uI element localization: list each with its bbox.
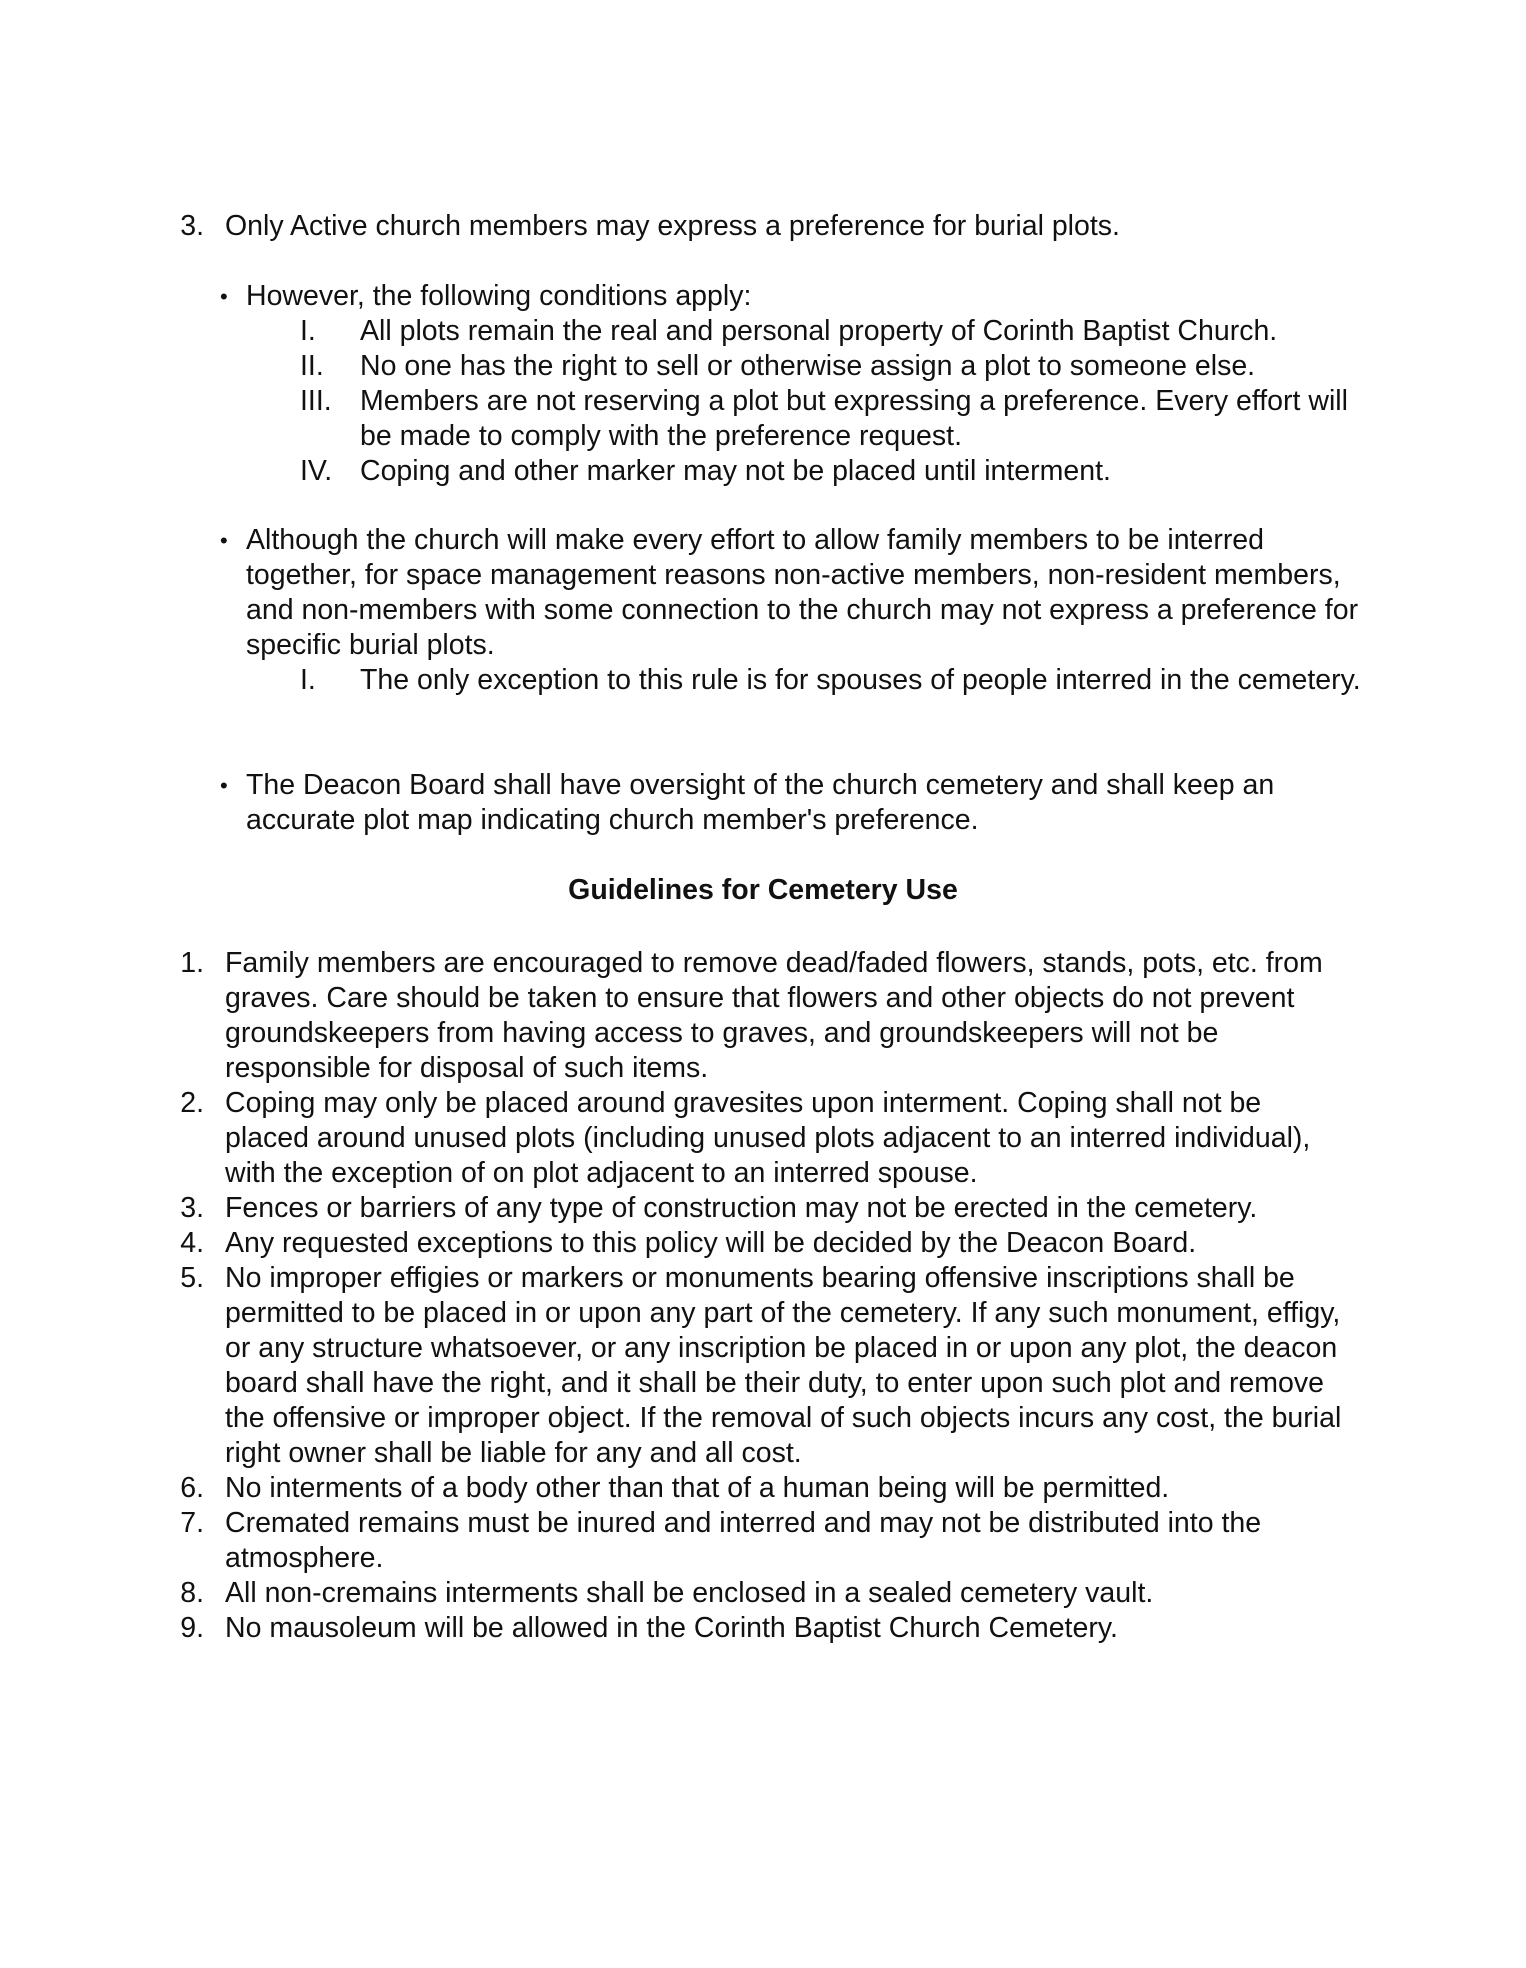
item-text: Family members are encouraged to remove dead/faded flowers, stands, pots, etc. from graves. Care should be taken to ensure that flowers and other objects do not prevent groundskeepers from having access to graves, and groundskeepers will not be responsible for disposal of such items.: [225, 947, 1323, 1084]
roman-numeral: IV.: [300, 455, 333, 487]
item-number: 7.: [180, 1507, 204, 1539]
bullet-marker: •: [220, 284, 228, 309]
item-text: Any requested exceptions to this policy will be decided by the Deacon Board.: [225, 1227, 1197, 1259]
guideline-item: [0, 1086, 1350, 1191]
exception-item: [0, 663, 1370, 698]
roman-numeral: II.: [300, 350, 324, 382]
guidelines-list: [0, 946, 1526, 1646]
guideline-item: [0, 1611, 1350, 1646]
item-number: 4.: [180, 1227, 204, 1259]
condition-item: [0, 314, 1370, 349]
guideline-item: [0, 1261, 1350, 1471]
item-text: All non-cremains interments shall be enclosed in a sealed cemetery vault.: [225, 1577, 1154, 1609]
condition-item: [0, 454, 1370, 489]
item-number: 3.: [180, 1192, 204, 1224]
condition-item: [0, 384, 1370, 454]
guideline-item: [0, 946, 1350, 1086]
condition-text: No one has the right to sell or otherwise assign a plot to someone else.: [360, 350, 1256, 382]
condition-text: Coping and other marker may not be placed until interment.: [360, 455, 1111, 487]
roman-numeral: I.: [300, 664, 316, 696]
bullet-marker: •: [220, 528, 228, 553]
condition-text: Members are not reserving a plot but expressing a preference. Every effort will be made to comply with the preference request.: [360, 385, 1348, 452]
exception-text: The only exception to this rule is for spouses of people interred in the cemetery.: [360, 664, 1361, 696]
item-number: 2.: [180, 1087, 204, 1119]
roman-numeral: III.: [300, 385, 332, 417]
guideline-item: [0, 1226, 1350, 1261]
item-text: Coping may only be placed around gravesites upon interment. Coping shall not be placed around unused plots (including unused plots adjacent to an interred individual), with the exception of on plot adjacent to an interred spouse.: [225, 1087, 1311, 1189]
item-number: 8.: [180, 1577, 204, 1609]
roman-numeral: I.: [300, 315, 316, 347]
item-text: Cremated remains must be inured and interred and may not be distributed into the atmosphere.: [225, 1507, 1262, 1574]
item-text: No improper effigies or markers or monuments bearing offensive inscriptions shall be permitted to be placed in or upon any part of the cemetery. If any such monument, effigy, or any structure whatsoever, or any inscription be placed in or upon any plot, the deacon board shall have the right, and it shall be their duty, to enter upon such plot and remove the offensive or improper object. If the removal of such objects incurs any cost, the burial right owner shall be liable for any and all cost.: [225, 1262, 1342, 1469]
item-number: 1.: [180, 947, 204, 979]
bullet-text: However, the following conditions apply:: [246, 280, 752, 312]
guidelines-heading: Guidelines for Cemetery Use: [568, 874, 958, 906]
guideline-item: [0, 1471, 1350, 1506]
item-text: Only Active church members may express a preference for burial plots.: [225, 210, 1120, 242]
condition-item: [0, 349, 1370, 384]
policy-bullet-family: [0, 523, 1526, 698]
policy-item-3: [0, 209, 1526, 244]
item-number: 5.: [180, 1262, 204, 1294]
item-text: No interments of a body other than that of a human being will be permitted.: [225, 1472, 1170, 1504]
guideline-item: [0, 1576, 1350, 1611]
bullet-text: The Deacon Board shall have oversight of the church cemetery and shall keep an accurate plot map indicating church member's preference.: [246, 769, 1275, 836]
condition-text: All plots remain the real and personal property of Corinth Baptist Church.: [360, 315, 1278, 347]
guideline-item: [0, 1191, 1350, 1226]
item-number: 3.: [180, 210, 204, 242]
policy-bullet-deacon-board: [0, 768, 1526, 838]
policy-bullet-conditions: [0, 279, 1526, 489]
bullet-text: Although the church will make every effort to allow family members to be interred together, for space management reasons non-active members, non-resident members, and non-members with some connection to the church may not express a preference for specific burial plots.: [246, 524, 1359, 661]
item-number: 9.: [180, 1612, 204, 1644]
bullet-marker: •: [220, 773, 228, 798]
item-number: 6.: [180, 1472, 204, 1504]
item-text: Fences or barriers of any type of construction may not be erected in the cemetery.: [225, 1192, 1258, 1224]
item-text: No mausoleum will be allowed in the Corinth Baptist Church Cemetery.: [225, 1612, 1118, 1644]
guideline-item: [0, 1506, 1350, 1576]
